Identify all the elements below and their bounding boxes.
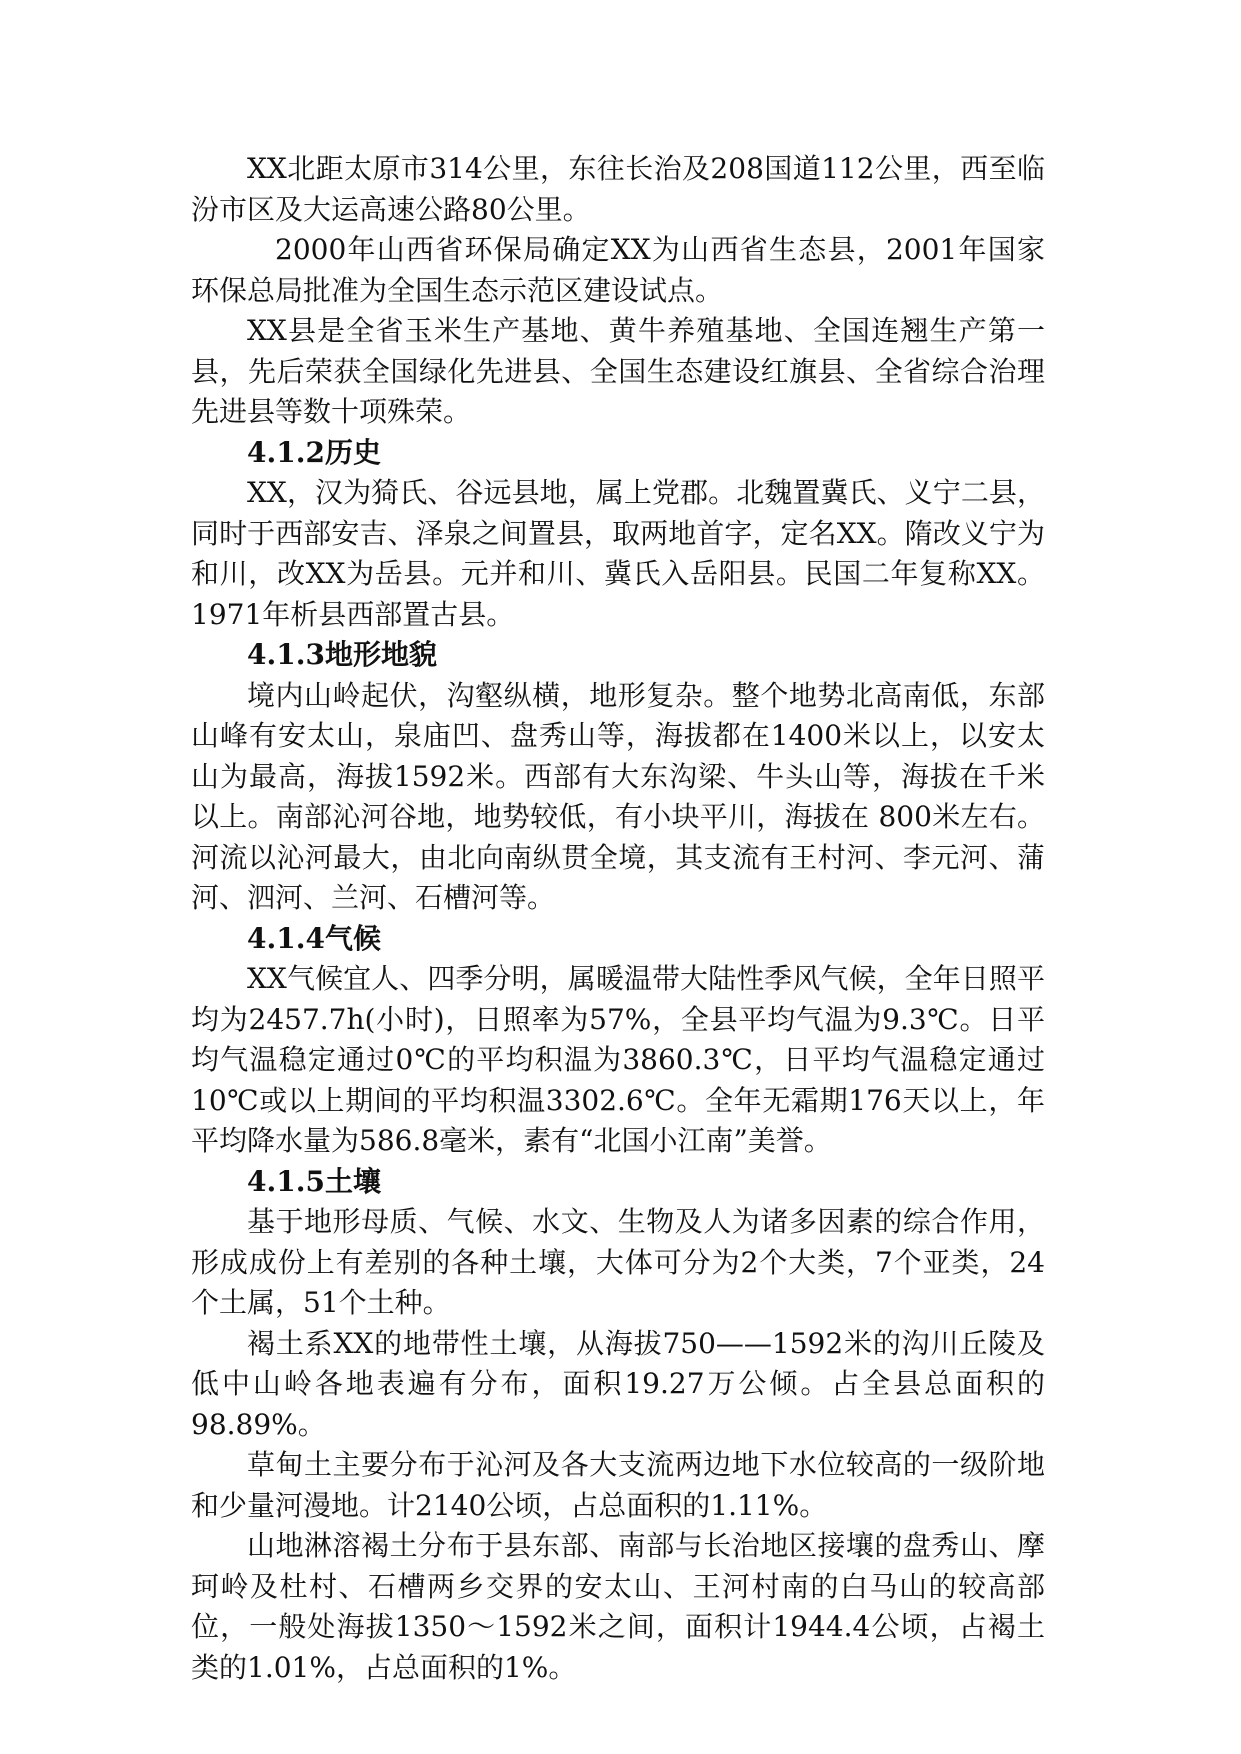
paragraph-eco-county: 2000年山西省环保局确定XX为山西省生态县，2001年国家环保总局批准为全国生态示范区建设试点。 [191,233,1045,307]
paragraph-climate: XX气候宜人、四季分明，属暖温带大陆性季风气候，全年日照平均为2457.7h(小时)，日照率为57%，全县平均气温为9.3℃。日平均气温稳定通过0℃的平均积温为3860.3℃，日平均气温稳定通过10℃或以上期间的平均积温3302.6℃。全年无霜期176天以上，年平均降水量为586.8毫米，素有“北国小江南”美誉。 [191,962,1045,1157]
paragraph-soil-leached: 山地淋溶褐土分布于县东部、南部与长治地区接壤的盘秀山、摩珂岭及杜村、石槽两乡交界的安太山、王河村南的白马山的较高部位，一般处海拔1350～1592米之间，面积计1944.4公顷，占褐土类的1.01%，占总面积的1%。 [191,1529,1045,1684]
paragraph-soil-meadow: 草甸土主要分布于沁河及各大支流两边地下水位较高的一级阶地和少量河漫地。计2140公顷，占总面积的1.11%。 [191,1448,1045,1522]
section-heading-history: 4.1.2历史 [247,435,381,469]
section-heading-soil: 4.1.5土壤 [247,1164,381,1198]
section-heading-terrain: 4.1.3地形地貌 [247,638,437,671]
paragraph-honors: XX县是全省玉米生产基地、黄牛养殖基地、全国连翘生产第一县，先后荣获全国绿化先进县、全国生态建设红旗县、全省综合治理先进县等数十项殊荣。 [191,314,1045,428]
document-body [191,149,1045,1688]
paragraph-soil-overview: 基于地形母质、气候、水文、生物及人为诸多因素的综合作用，形成成份上有差别的各种土壤，大体可分为2个大类，7个亚类，24个土属，51个土种。 [191,1205,1045,1319]
paragraph-location: XX北距太原市314公里，东往长治及208国道112公里，西至临汾市区及大运高速公路80公里。 [191,152,1045,226]
paragraph-history: XX，汉为猗氏、谷远县地，属上党郡。北魏置冀氏、义宁二县，同时于西部安吉、泽泉之间置县，取两地首字，定名XX。隋改义宁为和川，改XX为岳县。元并和川、冀氏入岳阳县。民国二年复称XX。1971年析县西部置古县。 [191,476,1045,631]
paragraph-terrain: 境内山岭起伏，沟壑纵横，地形复杂。整个地势北高南低，东部山峰有安太山，泉庙凹、盘秀山等，海拔都在1400米以上，以安太山为最高，海拔1592米。西部有大东沟梁、牛头山等，海拔在千米以上。南部沁河谷地，地势较低，有小块平川，海拔在 800米左右。河流以沁河最大，由北向南纵贯全境，其支流有王村河、李元河、蒲河、泗河、兰河、石槽河等。 [191,678,1045,914]
paragraph-soil-cinnamon: 褐土系XX的地带性土壤，从海拔750——1592米的沟川丘陵及低中山岭各地表遍有分布，面积19.27万公倾。占全县总面积的98.89%。 [191,1326,1045,1441]
section-heading-climate: 4.1.4气候 [247,921,381,955]
